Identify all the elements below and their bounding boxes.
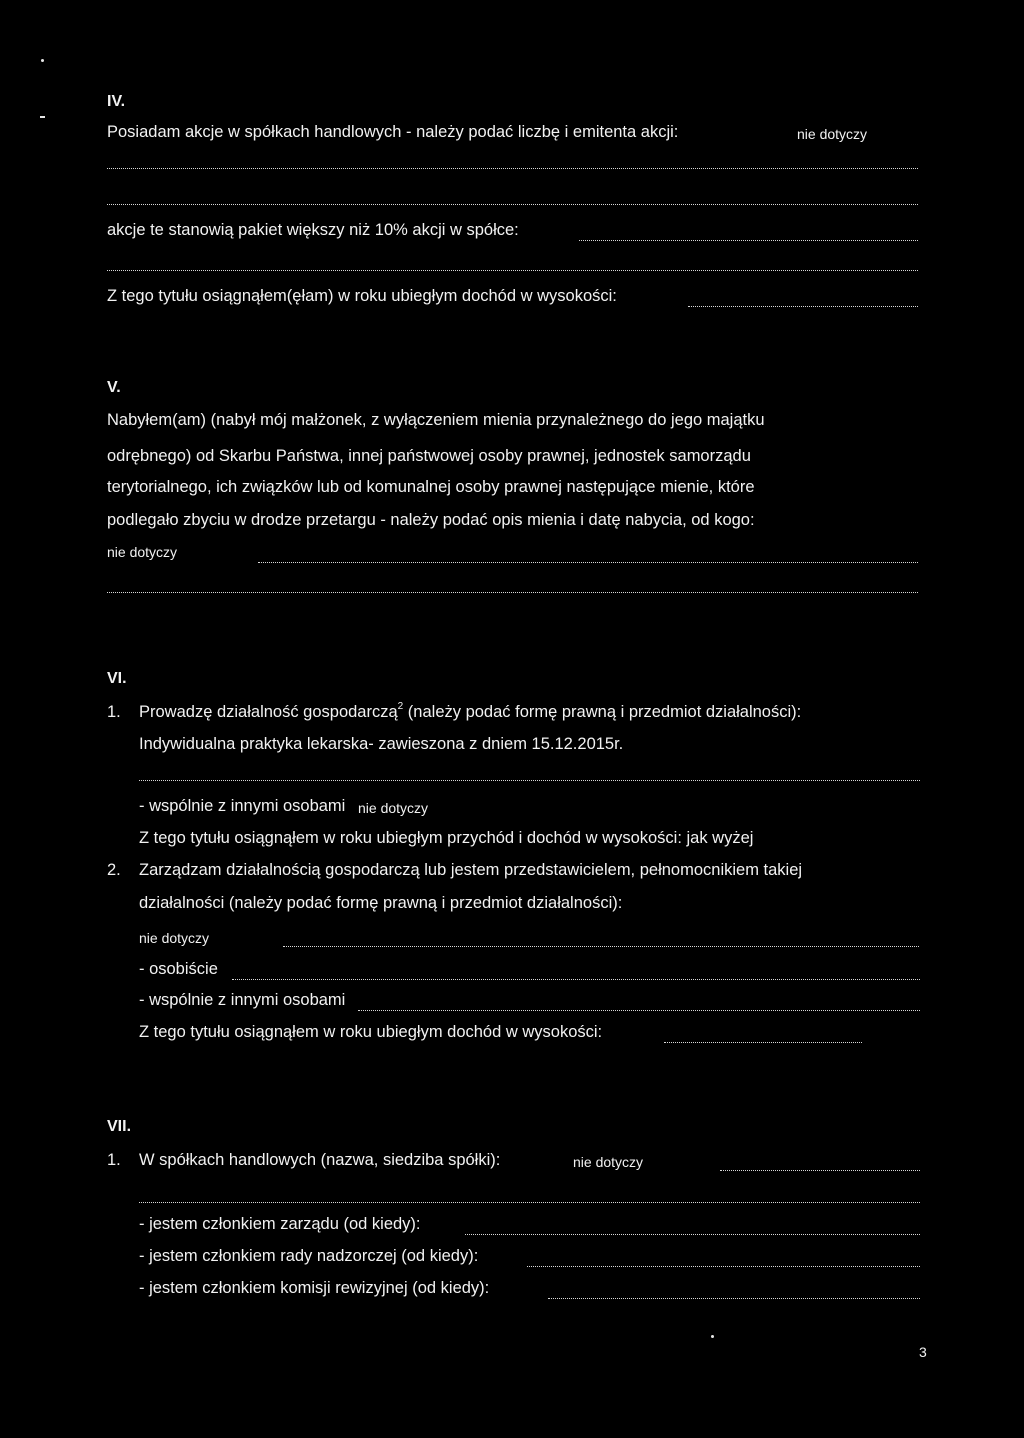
business-income-line: Z tego tytułu osiągnąłem w roku ubiegłym przychód i dochód w wysokości: jak wyżej: [139, 829, 754, 847]
package-line: akcje te stanowią pakiet większy niż 10% akcji w spółce:: [107, 221, 519, 239]
companies-answer: nie dotyczy: [573, 1154, 644, 1170]
income-line: Z tego tytułu osiągnąłem(ęłam) w roku ubiegłym dochód w wysokości:: [107, 287, 617, 305]
board-member-label: - jestem członkiem zarządu (od kiedy):: [139, 1215, 421, 1233]
blank-line: [107, 148, 918, 169]
section-vi-heading: VI.: [107, 670, 127, 687]
section-iv-heading: IV.: [107, 93, 126, 110]
section-v-answer: nie dotyczy: [107, 544, 178, 560]
supervisory-board-label: - jestem członkiem rady nadzorczej (od kiedy):: [139, 1247, 479, 1265]
blank-line: [579, 220, 918, 241]
item-number: 1.: [107, 1151, 121, 1169]
blank-line: [664, 1022, 862, 1043]
jointly-label: - wspólnie z innymi osobami: [139, 797, 346, 815]
audit-committee-label: - jestem członkiem komisji rewizyjnej (od kiedy):: [139, 1279, 490, 1297]
blank-line: [258, 542, 918, 563]
management-line: działalności (należy podać formę prawną i przedmiot działalności):: [139, 894, 623, 912]
blank-line: [107, 250, 918, 271]
scan-dot-mark: [41, 59, 44, 62]
management-income-line: Z tego tytułu osiągnąłem w roku ubiegłym dochód w wysokości:: [139, 1023, 603, 1041]
business-activity-text: Prowadzę działalność gospodarczą: [139, 703, 398, 721]
management-answer: nie dotyczy: [139, 930, 210, 946]
blank-line: [283, 926, 919, 947]
blank-line: [548, 1278, 920, 1299]
scan-dot-mark: [711, 1335, 714, 1338]
blank-line: [527, 1246, 920, 1267]
shares-line: Posiadam akcje w spółkach handlowych - należy podać liczbę i emitenta akcji:: [107, 123, 679, 141]
blank-line: [688, 286, 918, 307]
section-v-heading: V.: [107, 379, 121, 396]
blank-line: [358, 990, 920, 1011]
blank-line: [232, 959, 920, 980]
companies-line: W spółkach handlowych (nazwa, siedziba spółki):: [139, 1151, 501, 1169]
blank-line: [139, 760, 920, 781]
section-vii-heading: VII.: [107, 1118, 132, 1135]
shares-answer: nie dotyczy: [797, 126, 868, 142]
blank-line: [139, 1182, 920, 1203]
footnote-marker: 2: [397, 701, 404, 712]
section-v-paragraph-line: terytorialnego, ich związków lub od komunalnej osoby prawnej następujące mienie, które: [107, 478, 755, 496]
jointly-label: - wspólnie z innymi osobami: [139, 991, 346, 1009]
section-v-paragraph-line: odrębnego) od Skarbu Państwa, innej państwowej osoby prawnej, jednostek samorządu: [107, 447, 751, 465]
item-number: 1.: [107, 703, 121, 721]
page-number: 3: [919, 1344, 927, 1360]
business-activity-line: [139, 702, 801, 722]
blank-line: [107, 184, 918, 205]
management-line: Zarządzam działalnością gospodarczą lub jestem przedstawicielem, pełnomocnikiem takiej: [139, 861, 803, 879]
section-v-paragraph-line: Nabyłem(am) (nabył mój małżonek, z wyłączeniem mienia przynależnego do jego majątku: [107, 411, 765, 429]
item-number: 2.: [107, 861, 121, 879]
blank-line: [107, 572, 918, 593]
blank-line: [465, 1214, 920, 1235]
jointly-answer: nie dotyczy: [358, 800, 429, 816]
scan-dash-mark: [40, 116, 45, 118]
blank-line: [720, 1150, 920, 1171]
business-activity-text-after: (należy podać formę prawną i przedmiot działalności):: [403, 703, 802, 721]
section-v-paragraph-line: podlegało zbyciu w drodze przetargu - należy podać opis mienia i datę nabycia, od kogo:: [107, 511, 755, 529]
personally-label: - osobiście: [139, 960, 218, 978]
business-activity-answer: Indywidualna praktyka lekarska- zawieszona z dniem 15.12.2015r.: [139, 735, 624, 753]
